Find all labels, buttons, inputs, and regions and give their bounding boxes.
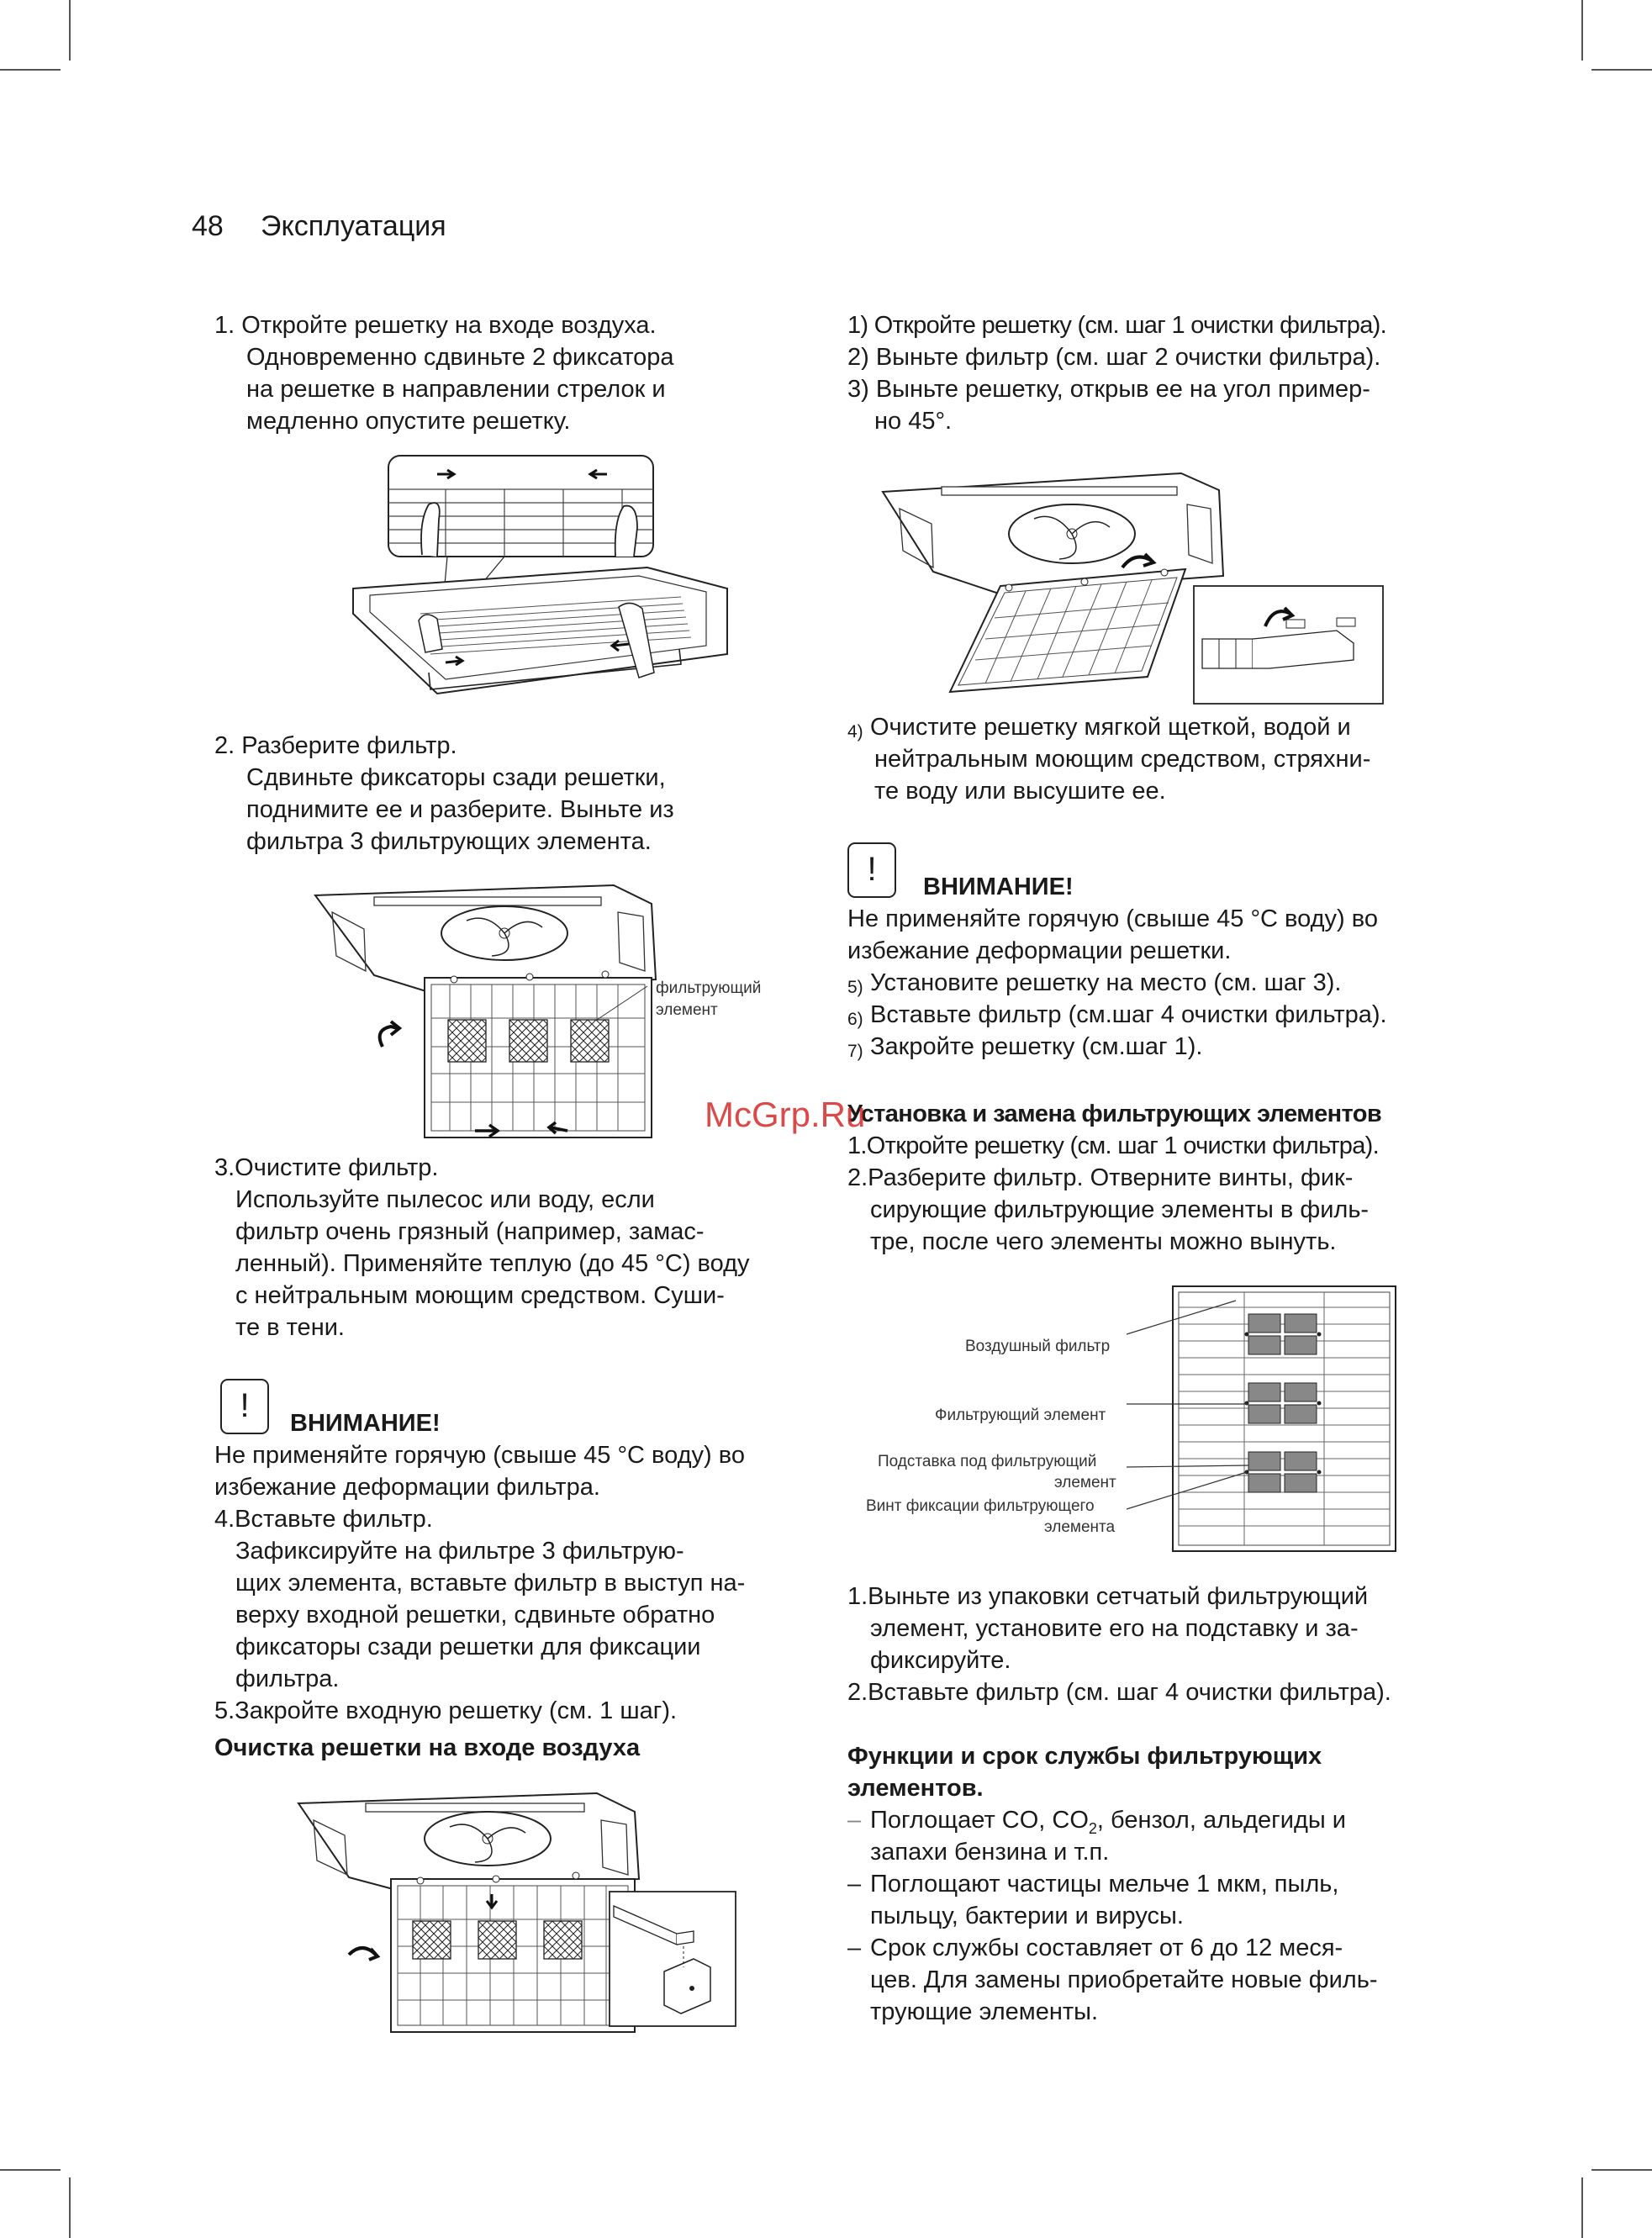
section-title: Эксплуатация bbox=[261, 210, 446, 242]
step1-line3: на решетке в направлении стрелок и bbox=[246, 376, 666, 403]
figure-filter-removal bbox=[315, 879, 668, 1148]
install-step2-cont1: сирующие фильтрующие элементы в филь- bbox=[870, 1196, 1370, 1223]
step4-line3: щих элемента, вставьте фильтр в выступ на- bbox=[235, 1570, 746, 1597]
watermark: McGrp.Ru bbox=[705, 1095, 866, 1134]
label-air-filter: Воздушный фильтр bbox=[965, 1338, 1111, 1355]
function-dash-2: – bbox=[847, 1871, 862, 1898]
step3-line3: фильтр очень грязный (например, замас- bbox=[235, 1218, 705, 1245]
right-step5: Установите решетку на место (см. шаг 3). bbox=[870, 969, 1342, 996]
warning-right-line2: избежание деформации решетки. bbox=[847, 937, 1232, 964]
function-1-part-b: , бензол, альдегиды и bbox=[1096, 1807, 1346, 1834]
step4-line5: фиксаторы сзади решетки для фиксации bbox=[235, 1634, 701, 1660]
warning-line1: Не применяйте горячую (свыше 45 °С воду) во bbox=[214, 1442, 745, 1469]
warning-title: ВНИМАНИЕ! bbox=[290, 1410, 441, 1437]
step1-line2: Одновременно сдвиньте 2 фиксатора bbox=[246, 344, 674, 371]
functions-heading-line2: элементов. bbox=[847, 1775, 984, 1802]
function-3-cont: цев. Для замены приобретайте новые филь- bbox=[870, 1966, 1378, 1993]
install2-line4: 2.Вставьте фильтр (см. шаг 4 очистки фильтра). bbox=[847, 1679, 1391, 1706]
grille-step2: 2) Выньте фильтр (см. шаг 2 очистки фильтра). bbox=[847, 344, 1381, 371]
function-3-cont2: трующие элементы. bbox=[870, 1998, 1099, 2025]
install-heading: Установка и замена фильтрующих элементов bbox=[847, 1101, 1382, 1127]
step4-line1: 4.Вставьте фильтр. bbox=[214, 1506, 433, 1533]
crop-mark bbox=[0, 69, 61, 71]
step3-line5: с нейтральным моющим средством. Суши- bbox=[235, 1282, 725, 1309]
crop-mark bbox=[1581, 2177, 1583, 2238]
figure-open-grille bbox=[345, 454, 748, 715]
right-step4-line3: те воду или высушите ее. bbox=[874, 778, 1166, 805]
label-screw-line2: элемента bbox=[1044, 1518, 1116, 1536]
step3-line2: Используйте пылесос или воду, если bbox=[235, 1186, 655, 1213]
grille-step3-cont: но 45°. bbox=[874, 408, 953, 435]
page-number: 48 bbox=[192, 210, 224, 242]
crop-mark bbox=[0, 2169, 61, 2171]
right-step4-num: 4) bbox=[847, 722, 863, 742]
grille-step3: 3) Выньте решетку, открыв ее на угол пример- bbox=[847, 376, 1370, 403]
right-step6: Вставьте фильтр (см.шаг 4 очистки фильтра). bbox=[870, 1001, 1387, 1028]
fig2-label-line1: фильтрующий bbox=[656, 979, 762, 997]
label-stand-line2: элемент bbox=[1054, 1474, 1116, 1491]
figure-grille-45 bbox=[883, 467, 1387, 710]
step2-line4: фильтра 3 фильтрующих элемента. bbox=[246, 828, 652, 855]
figure-grille-filter bbox=[298, 1787, 744, 2039]
function-1-part-a: Поглощает CO, CO bbox=[870, 1807, 1089, 1834]
right-step6-num: 6) bbox=[847, 1010, 863, 1029]
grille-step1: 1) Откройте решетку (см. шаг 1 очистки фильтра). bbox=[847, 312, 1386, 339]
step4-line4: верху входной решетки, сдвиньте обратно bbox=[235, 1602, 715, 1628]
crop-mark bbox=[1591, 69, 1652, 71]
step3-line6: те в тени. bbox=[235, 1314, 345, 1341]
right-step4-line1: Очистите решетку мягкой щеткой, водой и bbox=[870, 714, 1351, 741]
crop-mark bbox=[1591, 2169, 1652, 2171]
warning-title-right: ВНИМАНИЕ! bbox=[923, 874, 1074, 900]
label-filter-element: Фильтрующий элемент bbox=[935, 1407, 1106, 1424]
function-3: Срок службы составляет от 6 до 12 меся- bbox=[870, 1934, 1343, 1961]
right-step5-num: 5) bbox=[847, 978, 863, 997]
crop-mark bbox=[69, 0, 71, 61]
function-dash-1: – bbox=[847, 1807, 862, 1834]
step4-line2: Зафиксируйте на фильтре 3 фильтрую- bbox=[235, 1538, 684, 1565]
function-2: Поглощают частицы мельче 1 мкм, пыль, bbox=[870, 1871, 1339, 1898]
install-step2: 2.Разберите фильтр. Отверните винты, фик- bbox=[847, 1164, 1354, 1191]
warning-icon: ! bbox=[220, 1379, 269, 1434]
install-step1: 1.Откройте решетку (см. шаг 1 очистки фильтра). bbox=[847, 1132, 1379, 1159]
step4-line6: фильтра. bbox=[235, 1665, 340, 1692]
fig2-label-line2: элемент bbox=[656, 1001, 718, 1019]
install2-line2: элемент, установите его на подставку и за- bbox=[870, 1615, 1359, 1642]
step1-line1: 1. Откройте решетку на входе воздуха. bbox=[214, 312, 657, 339]
function-1-cont: запахи бензина и т.п. bbox=[870, 1839, 1110, 1866]
step5: 5.Закройте входную решетку (см. 1 шаг). bbox=[214, 1697, 678, 1724]
warning-right-line1: Не применяйте горячую (свыше 45 °С воду) во bbox=[847, 905, 1378, 932]
step2-line2: Сдвиньте фиксаторы сзади решетки, bbox=[246, 764, 666, 791]
install-step2-cont2: тре, после чего элементы можно вынуть. bbox=[870, 1228, 1337, 1255]
function-dash-3: – bbox=[847, 1934, 862, 1961]
grille-heading: Очистка решетки на входе воздуха bbox=[214, 1734, 641, 1761]
step3-line4: ленный). Применяйте теплую (до 45 °С) воду bbox=[235, 1250, 750, 1277]
step2-line1: 2. Разберите фильтр. bbox=[214, 732, 457, 759]
step3-line1: 3.Очистите фильтр. bbox=[214, 1154, 439, 1181]
function-2-cont: пыльцу, бактерии и вирусы. bbox=[870, 1903, 1184, 1929]
crop-mark bbox=[1581, 0, 1583, 61]
crop-mark bbox=[69, 2177, 71, 2238]
label-stand-line1: Подставка под фильтрующий bbox=[878, 1453, 1097, 1470]
functions-heading-line1: Функции и срок службы фильтрующих bbox=[847, 1743, 1322, 1770]
install2-line1: 1.Выньте из упаковки сетчатый фильтрующий bbox=[847, 1583, 1369, 1610]
warning-line2: избежание деформации фильтра. bbox=[214, 1474, 600, 1501]
install2-line3: фиксируйте. bbox=[870, 1647, 1011, 1674]
right-step7: Закройте решетку (см.шаг 1). bbox=[870, 1033, 1203, 1060]
warning-icon-right: ! bbox=[847, 842, 896, 898]
label-screw-line1: Винт фиксации фильтрующего bbox=[866, 1497, 1095, 1515]
right-step4-line2: нейтральным моющим средством, стряхни- bbox=[874, 746, 1371, 773]
figure-filter-diagram bbox=[1127, 1282, 1404, 1555]
step1-line4: медленно опустите решетку. bbox=[246, 408, 571, 435]
function-1-subscript: 2 bbox=[1088, 1819, 1097, 1837]
step2-line3: поднимите ее и разберите. Выньте из bbox=[246, 796, 674, 823]
right-step7-num: 7) bbox=[847, 1042, 863, 1061]
